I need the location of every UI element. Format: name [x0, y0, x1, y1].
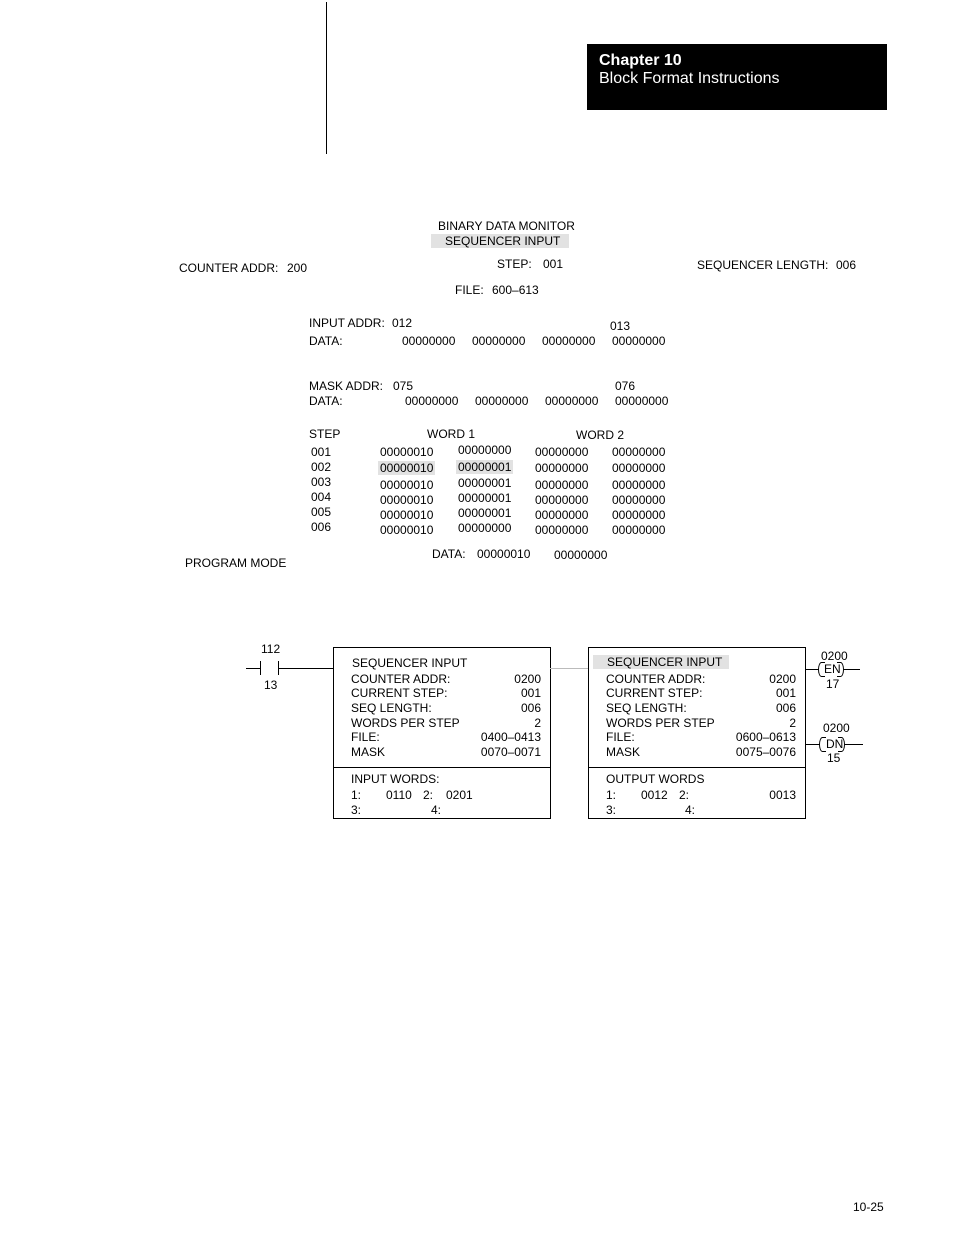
mask-data-label: DATA: [309, 394, 343, 408]
word-label: 3: [351, 803, 362, 817]
word-label: 4: [431, 803, 442, 817]
word-label: 2: [423, 788, 434, 802]
dn-label: DN [826, 737, 844, 751]
sequencer-input-block-1 [333, 647, 551, 819]
input-data-value: 00000000 [542, 334, 596, 348]
table-cell: 00000001 [458, 476, 512, 490]
seq-length-label: SEQUENCER LENGTH: [697, 258, 829, 272]
mask-data-value: 00000000 [615, 394, 669, 408]
table-cell: 00000000 [535, 508, 589, 522]
block-title: SEQUENCER INPUT [352, 656, 468, 670]
table-cell: 00000010 [380, 493, 434, 507]
contact-bit: 13 [264, 678, 278, 692]
table-step: 004 [311, 490, 332, 504]
margin-rule [326, 2, 327, 154]
table-cell: 00000000 [612, 508, 666, 522]
contact-address: 112 [261, 642, 281, 656]
en-address: 0200 [821, 649, 848, 663]
table-cell: 00000010 [380, 478, 434, 492]
table-cell: 00000000 [458, 521, 512, 535]
rung-wire [805, 744, 820, 745]
block-label: CURRENT STEP: [351, 686, 448, 700]
word1-column-header: WORD 1 [427, 427, 475, 441]
table-step: 002 [311, 460, 332, 474]
en-label: EN [824, 662, 841, 676]
sequencer-input-block-2 [588, 647, 806, 819]
rung-wire [550, 668, 588, 669]
block-value: 2 [789, 716, 796, 730]
block-value: 001 [775, 686, 796, 700]
block-label: SEQ LENGTH: [606, 701, 687, 715]
input-data-value: 00000000 [612, 334, 666, 348]
block-label: SEQ LENGTH: [351, 701, 432, 715]
block-value: 0200 [514, 672, 541, 686]
step-label: STEP: [497, 257, 532, 271]
table-cell: 00000000 [612, 445, 666, 459]
input-data-value: 00000000 [402, 334, 456, 348]
rung-wire [844, 669, 860, 670]
table-step: 003 [311, 475, 332, 489]
block-label: CURRENT STEP: [606, 686, 703, 700]
step-value: 001 [543, 257, 564, 271]
block-label: COUNTER ADDR: [351, 672, 451, 686]
seq-length-value: 006 [836, 258, 857, 272]
input-data-value: 00000000 [472, 334, 526, 348]
block-label: FILE: [351, 730, 380, 744]
mask-data-value: 00000000 [545, 394, 599, 408]
word-label: 1: [351, 788, 362, 802]
mask-data-value: 00000000 [475, 394, 529, 408]
en-bit: 17 [826, 677, 840, 691]
block-label: WORDS PER STEP [351, 716, 460, 730]
block-value: 0400–0413 [480, 730, 541, 744]
block-divider [589, 767, 805, 768]
chapter-title: Block Format Instructions [599, 70, 780, 87]
step-column-header: STEP [309, 427, 341, 441]
file-value: 600–613 [492, 283, 539, 297]
block-value: 0600–0613 [735, 730, 796, 744]
input-addr-2: 013 [610, 319, 631, 333]
rung-wire [805, 669, 819, 670]
table-cell: 00000000 [535, 445, 589, 459]
word-label: 4: [685, 803, 696, 817]
file-label: FILE: [455, 283, 484, 297]
word-label: 3: [606, 803, 617, 817]
block-value: 2 [534, 716, 541, 730]
block-label: MASK [351, 745, 386, 759]
input-data-label: DATA: [309, 334, 343, 348]
chapter-number: Chapter 10 [599, 52, 682, 69]
table-step: 005 [311, 505, 332, 519]
program-mode-status: PROGRAM MODE [185, 556, 287, 570]
table-cell: 00000001 [458, 506, 512, 520]
dn-address: 0200 [823, 721, 850, 735]
block-value: 0070–0071 [480, 745, 541, 759]
input-addr-1: 012 [392, 316, 413, 330]
rung-wire [845, 744, 863, 745]
block-title: SEQUENCER INPUT [593, 655, 729, 669]
block-label: FILE: [606, 730, 635, 744]
word-label: 1: [606, 788, 617, 802]
block-value: 006 [775, 701, 796, 715]
table-step: 006 [311, 520, 332, 534]
dn-bit: 15 [827, 751, 841, 765]
table-cell: 00000010 [380, 445, 434, 459]
mask-addr-2: 076 [615, 379, 636, 393]
table-cell: 00000000 [535, 523, 589, 537]
table-cell-highlighted: 00000001 [458, 460, 512, 474]
word-value: 0012 [641, 788, 668, 802]
words-title: INPUT WORDS: [351, 772, 440, 786]
input-addr-label: INPUT ADDR: [309, 316, 385, 330]
table-cell: 00000000 [458, 443, 512, 457]
mask-addr-label: MASK ADDR: [309, 379, 384, 393]
bottom-data-value: 00000010 [477, 547, 531, 561]
table-cell: 00000000 [612, 461, 666, 475]
rung-wire [246, 668, 260, 669]
block-divider [334, 767, 550, 768]
table-cell: 00000000 [535, 478, 589, 492]
table-cell: 00000000 [612, 523, 666, 537]
block-label: WORDS PER STEP [606, 716, 715, 730]
chapter-header [587, 44, 887, 110]
table-cell: 00000000 [612, 478, 666, 492]
word2-column-header: WORD 2 [576, 428, 624, 442]
words-title: OUTPUT WORDS [606, 772, 705, 786]
mask-data-value: 00000000 [405, 394, 459, 408]
mask-addr-1: 075 [393, 379, 414, 393]
monitor-title: BINARY DATA MONITOR [438, 219, 575, 233]
contact-symbol [260, 661, 261, 675]
table-cell-highlighted: 00000010 [380, 461, 434, 475]
counter-addr-value: 200 [287, 261, 308, 275]
bottom-data-label: DATA: [432, 547, 466, 561]
word-label: 2: [679, 788, 690, 802]
block-value: 001 [520, 686, 541, 700]
block-label: COUNTER ADDR: [606, 672, 706, 686]
block-value: 0200 [769, 672, 796, 686]
rung-wire [278, 668, 334, 669]
word-value: 0201 [446, 788, 473, 802]
page-number: 10-25 [853, 1200, 884, 1214]
table-cell: 00000010 [380, 508, 434, 522]
monitor-subtitle: SEQUENCER INPUT [431, 234, 569, 248]
block-value: 0075–0076 [735, 745, 796, 759]
counter-addr-label: COUNTER ADDR: [179, 261, 279, 275]
table-step: 001 [311, 445, 332, 459]
bottom-data-value: 00000000 [554, 548, 608, 562]
word-value: 0013 [769, 788, 796, 802]
table-cell: 00000000 [535, 461, 589, 475]
word-value: 0110 [386, 788, 412, 802]
block-label: MASK [606, 745, 641, 759]
table-cell: 00000000 [535, 493, 589, 507]
block-value: 006 [520, 701, 541, 715]
table-cell: 00000010 [380, 523, 434, 537]
table-cell: 00000001 [458, 491, 512, 505]
table-cell: 00000000 [612, 493, 666, 507]
